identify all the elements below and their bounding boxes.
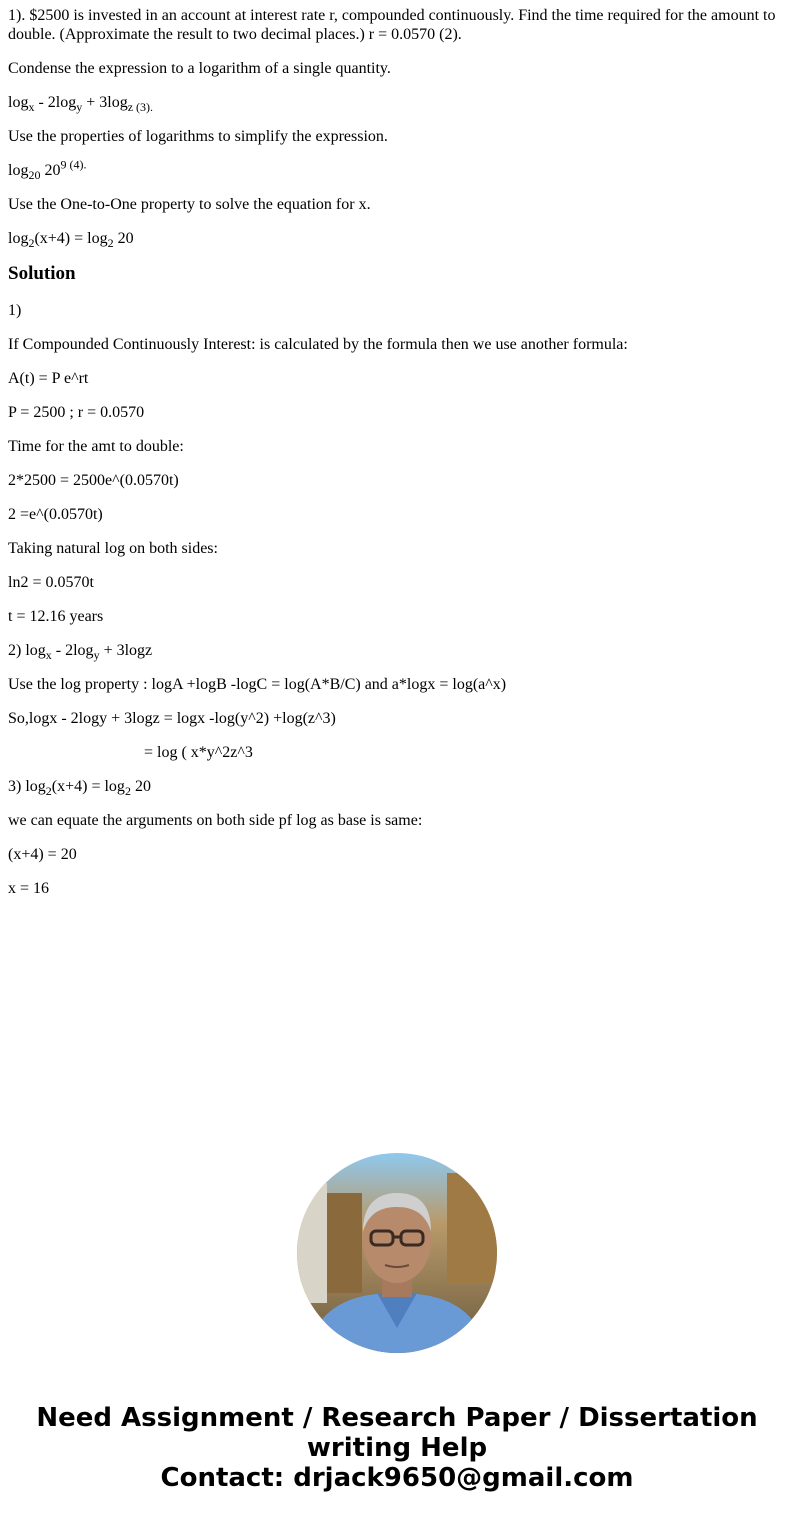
solution-line: Time for the amt to double: — [8, 438, 184, 455]
question-2-expression: $\log_x - 2\log_y + 3\log_z$ $_{(3).}$ — [8, 94, 154, 115]
solution-line: ln2 = 0.0570t — [8, 574, 94, 591]
solution-heading: Solution — [8, 263, 76, 284]
solution-part-2-expression: 2) $\log_x - 2\log_y + 3\log z$ — [8, 642, 153, 663]
solution-line: Taking natural log on both sides: — [8, 540, 218, 557]
footer-banner — [0, 1403, 794, 1493]
footer-contact-line: Contact: drjack9650@gmail.com — [160, 1463, 634, 1493]
solution-line: t = 12.16 years — [8, 608, 104, 625]
solution-line: Use the log property : logA +logB -logC = log(A*B/C) and a*logx = log(a^x) — [8, 676, 507, 693]
solution-indented-line: = log ( x*y^2z^3 — [144, 744, 253, 761]
solution-line: (x+4) = 20 — [8, 846, 77, 863]
solution-line: So,logx - 2logy + 3logz = logx -log(y^2) +log(z^3) — [8, 710, 336, 727]
person-photo-avatar — [297, 1153, 497, 1353]
solution-line: we can equate the arguments on both side pf log as base is same: — [8, 812, 423, 829]
person-avatar-icon — [297, 1153, 497, 1353]
solution-line: x = 16 — [8, 880, 50, 897]
document-body — [8, 6, 786, 913]
footer-line-1: Need Assignment / Research Paper / Dissertation — [36, 1403, 758, 1433]
solution-line: If Compounded Continuously Interest: is calculated by the formula then we use another formula: — [8, 336, 628, 353]
question-4-expression: $\log_2(x+4) = \log_2 20$ — [8, 230, 134, 251]
question-3-instruction: Use the properties of logarithms to simplify the expression. — [8, 128, 388, 145]
question-4-instruction: Use the One-to-One property to solve the equation for x. — [8, 196, 371, 213]
footer-line-2: writing Help — [306, 1433, 488, 1463]
solution-line: 2 =e^(0.0570t) — [8, 506, 103, 523]
question-2-instruction: Condense the expression to a logarithm of a single quantity. — [8, 60, 391, 77]
solution-line: A(t) = P e^rt — [8, 370, 89, 387]
solution-line: P = 2500 ; r = 0.0570 — [8, 404, 145, 421]
question-1: 1). $2500 is invested in an account at interest rate r, compounded continuously. Find the time required for the amount to double. (Approximate the result to two decimal places.) r = 0.0570 (2). — [8, 7, 776, 43]
solution-line: 2*2500 = 2500e^(0.0570t) — [8, 472, 179, 489]
question-3-expression: $\log_{20} 20^{9 (4).}$ — [8, 157, 87, 183]
solution-line: 1) — [8, 302, 22, 319]
solution-part-3-expression: 3) $\log_2(x+4) = \log_2 20$ — [8, 778, 151, 799]
